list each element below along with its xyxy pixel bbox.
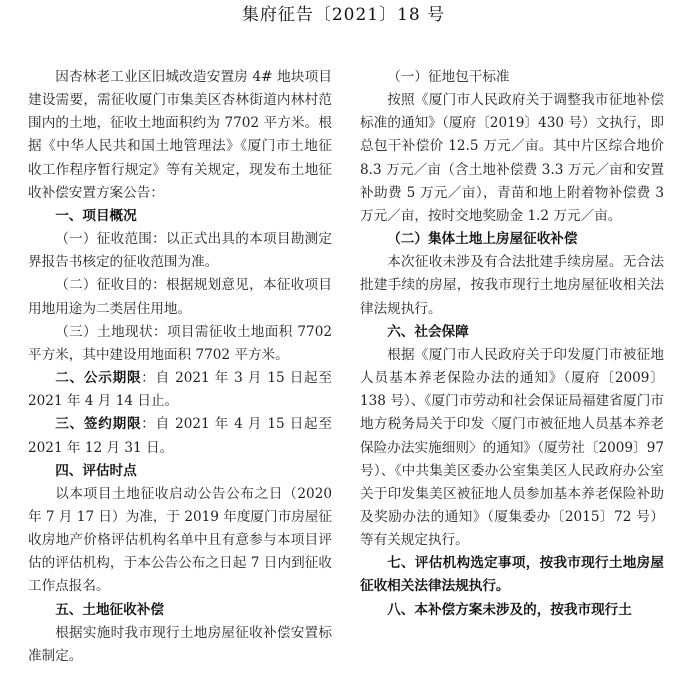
section-1-scope: （一）征收范围：以正式出具的本项目勘测定界报告书核定的征收范围为准。 bbox=[28, 231, 332, 271]
section-5-1-paragraph: 按照《厦门市人民政府关于调整我市征地补偿标准的通知》（厦府〔2019〕430 号）文执行，即总包干补偿价 12.5 万元／亩。其中片区综合地价 8.3 万元／亩（含土地补偿费 3.3 万元／亩和安置补助费 5 万元／亩），青苗和地上附着物补偿费 3 万元／亩，按时交地奖励金 1.2 万元／亩。 bbox=[360, 92, 664, 224]
right-column bbox=[360, 66, 664, 622]
section-2-text: ：自 2021 年 3 月 15 日起至 2021 年 4 月 14 日止。 bbox=[28, 370, 333, 410]
document-number: 集府征告〔2021〕18 号 bbox=[241, 5, 446, 25]
section-8-paragraph: 八、本补偿方案未涉及的，按我市现行土 bbox=[387, 601, 632, 618]
section-1-status: （三）土地现状：项目需征收土地面积 7702 平方米，其中建设用地面积 7702 平方米。 bbox=[28, 323, 332, 363]
section-2-notice-period bbox=[28, 367, 332, 413]
section-1-title: 一、项目概况 bbox=[55, 207, 137, 224]
section-6-title: 六、社会保障 bbox=[387, 323, 469, 340]
section-3-text: ：自 2021 年 4 月 15 日起至 2021 年 12 月 31 日。 bbox=[28, 416, 333, 456]
section-7-paragraph: 七、评估机构选定事项，按我市现行土地房屋征收相关法律法规执行。 bbox=[360, 555, 664, 595]
left-column bbox=[28, 66, 332, 668]
section-3-label: 三、签约期限 bbox=[55, 416, 142, 433]
section-5-2-title: （二）集体土地上房屋征收补偿 bbox=[387, 231, 578, 248]
section-3-signing-period bbox=[28, 413, 332, 459]
section-2-label: 二、公示期限 bbox=[55, 370, 142, 387]
section-5-2-paragraph: 本次征收未涉及有合法批建手续房屋。无合法批建手续的房屋，按我市现行土地房屋征收相关法律法规执行。 bbox=[360, 254, 664, 317]
section-5-title: 五、土地征收补偿 bbox=[55, 601, 164, 618]
section-4-title: 四、评估时点 bbox=[55, 462, 137, 479]
intro-paragraph: 因杏林老工业区旧城改造安置房 4# 地块项目建设需要，需征收厦门市集美区杏林街道内林村范围内的土地，征收土地面积约为 7702 平方米。根据《中华人民共和国土地管理法》《厦门市土地征收工作程序暂行规定》等有关规定，现发布土地征收补偿安置方案公告： bbox=[28, 69, 332, 201]
section-5-1-title: （一）征地包干标准 bbox=[387, 69, 510, 85]
section-4-paragraph: 以本项目土地征收启动公告公布之日（2020 年 7 月 17 日）为准，于 2019 年度厦门市房屋征收房地产价格评估机构名单中且有意参与本项目评估的评估机构，于本公告公布之日起 7 日内到征收工作点报名。 bbox=[28, 485, 332, 595]
section-6-paragraph: 根据《厦门市人民政府关于印发厦门市被征地人员基本养老保险办法的通知》（厦府〔2009〕138 号）、《厦门市劳动和社会保证局福建省厦门市地方税务局关于印发〈厦门市被征地人员基本养老保险办法实施细则〉的通知》（厦劳社〔2009〕97 号）、《中共集美区委办公室集美区人民政府办公室关于印发集美区被征地人员参加基本养老保险补助及奖励办法的通知》（厦集委办〔2015〕72 号）等有关规定执行。 bbox=[360, 346, 664, 549]
section-5-paragraph: 根据实施时我市现行土地房屋征收补偿安置标准制定。 bbox=[28, 624, 332, 664]
section-1-purpose: （二）征收目的：根据规划意见，本征收项目用地用途为二类居住用地。 bbox=[28, 277, 332, 317]
